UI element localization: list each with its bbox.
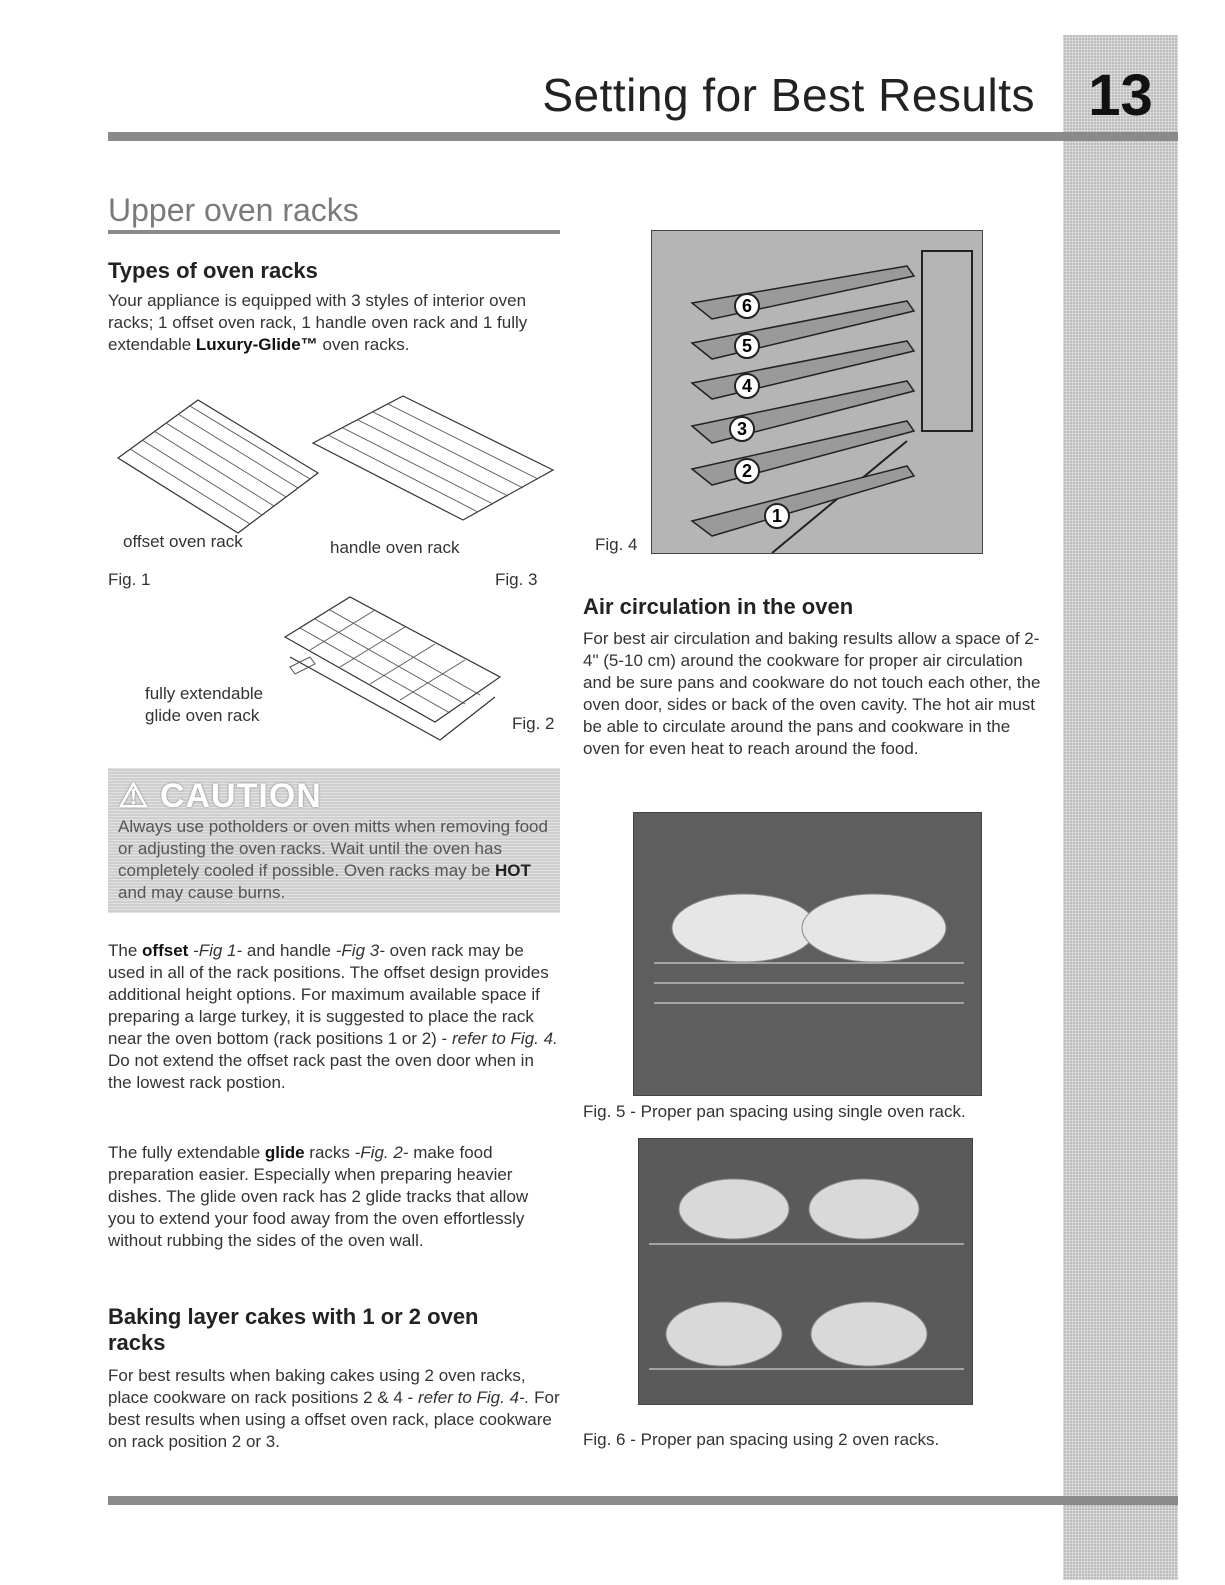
fig-5-photo	[633, 812, 982, 1096]
types-heading: Types of oven racks	[108, 258, 318, 283]
air-circulation-paragraph: For best air circulation and baking results allow a space of 2-4" (5-10 cm) around the cookware for proper air circulation and be sure pans and cookware do not touch each other, the oven door, sides or back of the oven cavity. The hot air must be able to circulate around the pans and cookware in the oven for even heat to reach around the food.	[583, 629, 1041, 758]
rack-position-3: 3	[736, 419, 748, 439]
bottom-divider	[108, 1496, 1178, 1505]
rack-position-1: 1	[771, 506, 783, 526]
baking-heading: Baking layer cakes with 1 or 2 oven racks	[108, 1304, 479, 1355]
fig-6-caption: Fig. 6 - Proper pan spacing using 2 oven racks.	[583, 1430, 940, 1449]
offset-paragraph: The offset -Fig 1- and handle -Fig 3- oven rack may be used in all of the rack positions. The offset design provides additional height options. For maximum available space if preparing a large turkey, it is suggested to place the rack near the oven bottom (rack positions 1 or 2) - refer to Fig. 4. Do not extend the offset rack past the oven door when in the lowest rack postion.	[108, 941, 558, 1092]
fig-4-rack-positions-image	[651, 230, 983, 554]
baking-paragraph: For best results when baking cakes using 2 oven racks, place cookware on rack positions 2 & 4 - refer to Fig. 4-. For best results when using a offset oven rack, place cookware on rack position 2 or 3.	[108, 1366, 560, 1451]
rack-position-4: 4	[741, 376, 753, 396]
fig-6-photo	[638, 1138, 973, 1405]
rack-position-2: 2	[741, 461, 753, 481]
caution-text: Always use potholders or oven mitts when removing food or adjusting the oven racks. Wait until the oven has completely cooled if possible. Oven racks may be HOT and may cause burns.	[118, 817, 548, 902]
handle-rack-label: handle oven rack	[330, 538, 460, 557]
glide-paragraph: The fully extendable glide racks -Fig. 2- make food preparation easier. Especially when preparing heavier dishes. The glide oven rack has 2 glide tracks that allow you to extend your food away from the oven effortlessly without rubbing the sides of the oven wall.	[108, 1143, 529, 1250]
fig-2-label: Fig. 2	[512, 714, 555, 733]
section-title: Upper oven racks	[108, 192, 359, 228]
glide-rack-label-line2: glide oven rack	[145, 706, 260, 725]
offset-and-handle-rack-illustration	[108, 388, 560, 548]
fig-4-label: Fig. 4	[595, 535, 638, 554]
offset-rack-label: offset oven rack	[123, 532, 243, 551]
glide-rack-illustration	[270, 592, 510, 742]
fig-3-label: Fig. 3	[495, 570, 538, 589]
caution-title: ⚠ CAUTION	[118, 777, 322, 815]
types-paragraph: Your appliance is equipped with 3 styles of interior oven racks; 1 offset oven rack, 1 handle oven rack and 1 fully extendable Luxury-Glide™ oven racks.	[108, 291, 528, 354]
rack-position-5: 5	[741, 336, 753, 356]
section-title-rule	[108, 230, 560, 234]
page-title: Setting for Best Results	[542, 69, 1035, 121]
fig-1-label: Fig. 1	[108, 570, 151, 589]
air-circulation-heading: Air circulation in the oven	[583, 594, 854, 619]
warning-triangle-icon: ⚠	[118, 777, 150, 815]
page-number: 13	[1088, 63, 1153, 128]
glide-rack-label-line1: fully extendable	[145, 684, 264, 703]
fig-5-caption: Fig. 5 - Proper pan spacing using single oven rack.	[583, 1102, 966, 1121]
page-sidebar-band	[1063, 35, 1178, 1580]
rack-position-6: 6	[741, 296, 753, 316]
top-divider	[108, 132, 1178, 141]
offset-rack-shape	[118, 400, 318, 533]
